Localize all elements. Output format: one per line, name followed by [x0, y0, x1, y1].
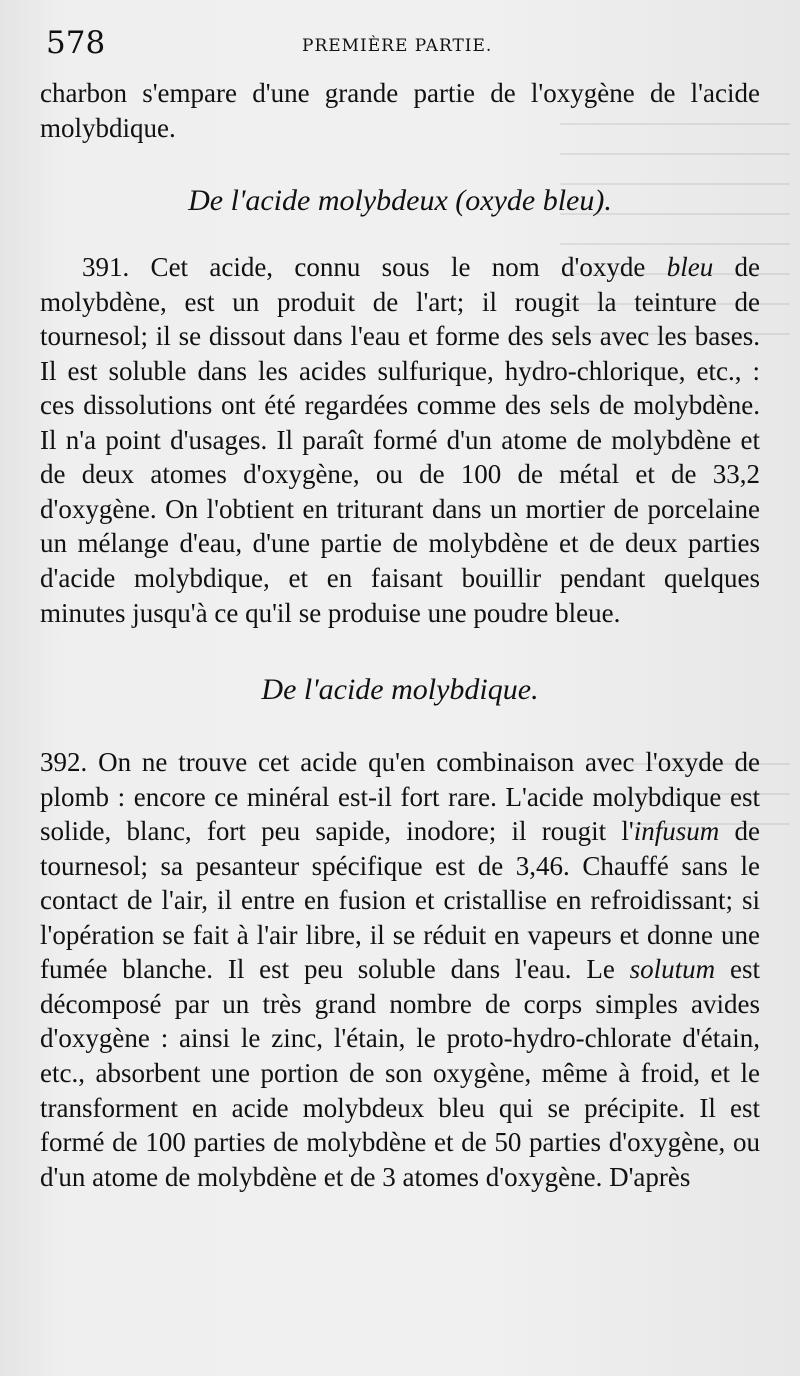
paragraph-text: de molybdène, est un produit de l'art; il rougit la teinture de tournesol; il se dissout dans l'eau et forme des sels avec les bases. Il est soluble dans les acides sulfurique, hydro-chlorique, etc., : ces dissolutions ont été regardées comme des sels de molybdène. Il n'a point d'usages. Il paraît formé d'un atome de molybdène et de deux atomes d'oxygène, ou de 100 de métal et de 33,2 d'oxygène. On l'obtient en triturant dans un mortier de porcelaine un mélange d'eau, d'une partie de molybdène et de deux parties d'acide molybdique, et en faisant bouillir pendant quelques minutes jusqu'à ce qu'il se produise une poudre bleue. — [40, 252, 761, 628]
section-heading-acide-molybdeux: De l'acide molybdeux (oxyde bleu). — [188, 184, 612, 218]
paragraph-text: On ne trouve cet acide qu'en combinaison avec l'oxyde de plomb : encore ce minéral est-il fort rare. L'acide molybdique est solide, blanc, fort peu sapide, inodore; il rougit l' — [40, 747, 760, 847]
italic-term: solutum — [629, 954, 716, 985]
paragraph-text: de tournesol; sa pesanteur spécifique est de 3,46. Chauffé sans le contact de l'air, il entre en fusion et cristallise en refroidissant; si l'opération se fait à l'air libre, il se réduit en vapeurs et donne une fumée blanche. Il est peu soluble dans l'eau. Le — [40, 816, 761, 985]
paragraph-391 — [40, 250, 760, 630]
paragraph-number: 391. — [82, 252, 130, 283]
paragraph-392 — [40, 745, 760, 1194]
page-header — [40, 26, 760, 60]
running-title: PREMIÈRE PARTIE. — [302, 36, 493, 56]
italic-term: infusum — [633, 816, 720, 847]
page-body — [40, 76, 760, 1194]
paragraph-text: est décomposé par un très grand nombre de corps simples avides d'oxygène : ainsi le zinc, l'étain, le proto-hydro-chlorate d'étain, etc., absorbent une portion de son oxygène, même à froid, et le transforment en acide molybdeux bleu qui se précipite. Il est formé de 100 parties de molybdène et de 50 parties d'oxygène, ou d'un atome de molybdène et de 3 atomes d'oxygène. D'après — [40, 954, 760, 1192]
section-heading-acide-molybdique: De l'acide molybdique. — [261, 673, 539, 707]
italic-term: bleu — [666, 252, 714, 283]
page-number: 578 — [46, 25, 106, 61]
paragraph-text: Cet acide, connu sous le nom d'oxyde — [129, 252, 667, 283]
continuation-paragraph: charbon s'empare d'une grande partie de l'oxygène de l'acide molybdique. — [40, 78, 760, 143]
paragraph-number: 392. — [40, 747, 88, 778]
